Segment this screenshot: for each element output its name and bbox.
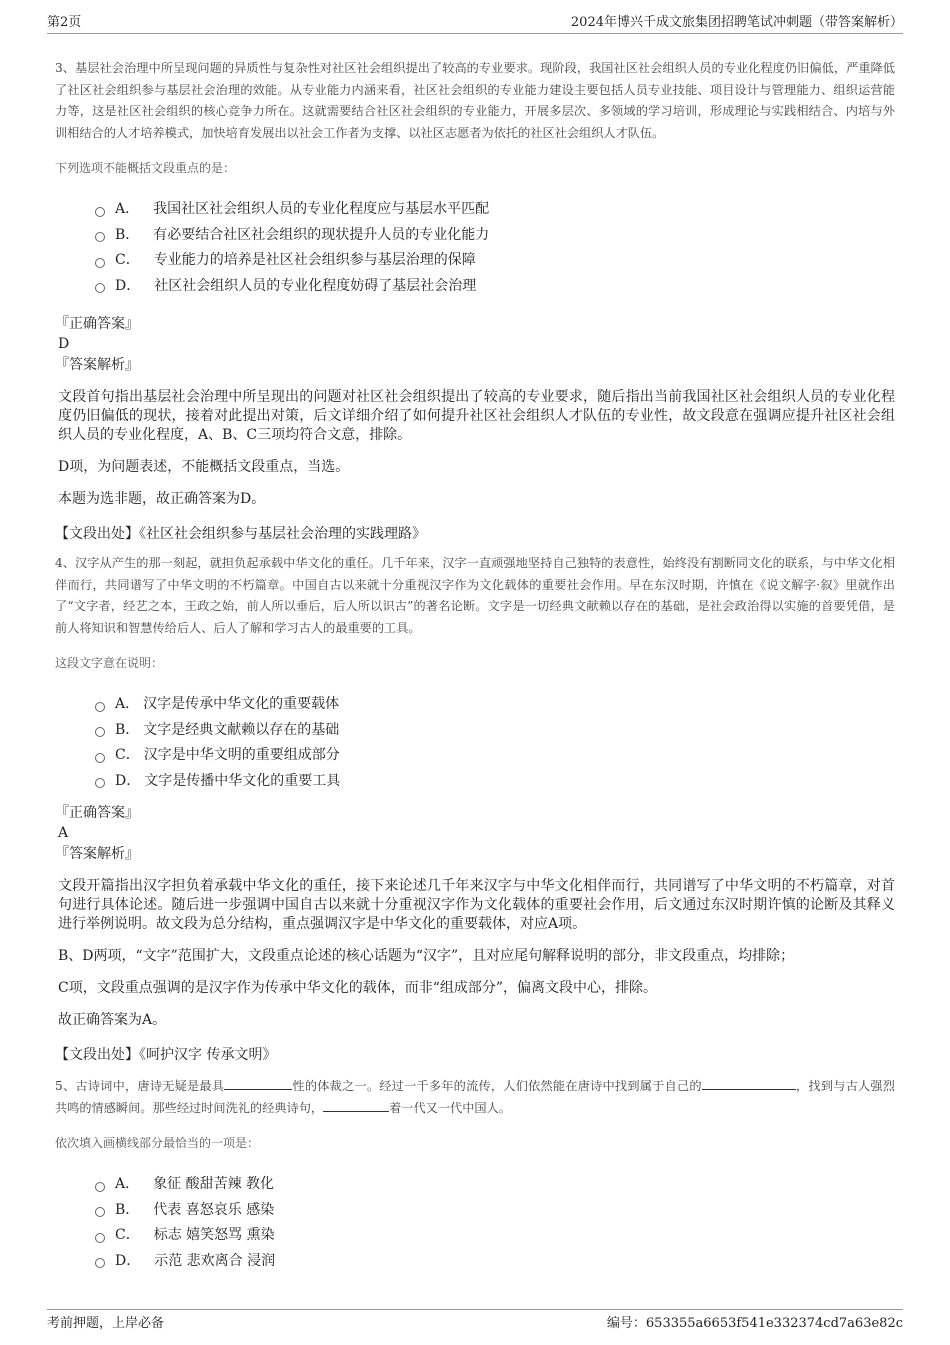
analysis-paragraph: D项，为问题表述，不能概括文段重点，当选。 (58, 459, 350, 475)
option-d[interactable]: D． 社区社会组织人员的专业化程度妨碍了基层社会治理 (95, 274, 895, 300)
question-4-text: 4、汉字从产生的那一刻起，就担负起承载中华文化的重任。几千年来，汉字一直顽强地坚持自己独特的表意性，始终没有割断同文化的联系，与中华文化相伴而行，共同谱写了中华文明的不朽篇章。中国自古以来就十分重视汉字作为文化载体的重要社会作用。早在东汉时期，许慎在《说文解字·叙》里就作出了“文字者，经艺之本，王政之始，前人所以垂后，后人所以识古”的著名论断。文字是一切经典文献赖以存在的基础，是社会政治得以实施的首要凭借，是前人将知识和智慧传给后人、后人了解和学习古人的最重要的工具。 (55, 556, 895, 635)
radio-icon[interactable] (95, 1258, 105, 1268)
option-b[interactable]: B． 有必要结合社区社会组织的现状提升人员的专业化能力 (95, 223, 895, 249)
fill-blank-3 (323, 1099, 389, 1112)
question-4-options (95, 692, 895, 794)
fill-blank-1 (224, 1077, 292, 1090)
radio-icon[interactable] (95, 258, 105, 268)
correct-answer-value: D (58, 336, 70, 352)
page-footer (47, 1309, 903, 1332)
question-3-text: 3、基层社会治理中所呈现问题的异质性与复杂性对社区社会组织提出了较高的专业要求。现阶段，我国社区社会组织人员的专业化程度仍旧偏低，严重降低了社区社会组织参与基层社会治理的效能。从专业能力内涵来看，社区社会组织的专业能力建设主要包括人员专业技能、项目设计与管理能力、组织运营能力等，这是社区社会组织的核心竞争力所在。这就需要结合社区社会组织的专业能力，开展多层次、多领域的学习培训，形成理论与实践相结合、内培与外训相结合的人才培养模式，加快培育发展出以社会工作者为支撑、以社区志愿者为依托的社区社会组织人才队伍。 (55, 61, 895, 140)
page-header (47, 8, 903, 34)
correct-answer-label: 『正确答案』 (55, 805, 139, 821)
analysis-paragraph: 本题为选非题，故正确答案为D。 (58, 491, 266, 507)
page-number: 第2页 (47, 15, 82, 30)
answer-analysis-label: 『答案解析』 (55, 846, 139, 862)
question-5 (55, 1076, 895, 1274)
option-d[interactable]: D． 示范 悲欢离合 浸润 (95, 1249, 895, 1275)
answer-analysis-label: 『答案解析』 (55, 357, 139, 373)
radio-icon[interactable] (95, 778, 105, 788)
option-a[interactable]: A． 我国社区社会组织人员的专业化程度应与基层水平匹配 (95, 197, 895, 223)
option-b[interactable]: B． 代表 喜怒哀乐 感染 (95, 1198, 895, 1224)
correct-answer-value: A (58, 825, 69, 841)
radio-icon[interactable] (95, 1207, 105, 1217)
radio-icon[interactable] (95, 207, 105, 217)
text-source: 【文段出处】《社区社会组织参与基层社会治理的实践理路》 (55, 526, 426, 542)
analysis-paragraph: B、D两项，“文字”范围扩大，文段重点论述的核心话题为“汉字”，且对应尾句解释说明的部分，非文段重点，均排除； (58, 948, 795, 964)
correct-answer-label: 『正确答案』 (55, 316, 139, 332)
radio-icon[interactable] (95, 702, 105, 712)
question-3-options (95, 197, 895, 299)
option-c[interactable]: C． 汉字是中华文明的重要组成部分 (95, 743, 895, 769)
fill-blank-2 (702, 1077, 796, 1090)
analysis-paragraph: 文段首句指出基层社会治理中所呈现出的问题对社区社会组织提出了较高的专业要求，随后指出当前我国社区社会组织人员的专业化程度仍旧偏低的现状，接着对此提出对策，后文详细介绍了如何提升社区社会组织人才队伍的专业性，故文段意在强调应提升社区社会组织人员的专业化程度，A、B、C三项均符合文意，排除。 (58, 389, 895, 443)
option-a[interactable]: A． 汉字是传承中华文化的重要载体 (95, 692, 895, 718)
radio-icon[interactable] (95, 1182, 105, 1192)
option-c[interactable]: C． 专业能力的培养是社区社会组织参与基层治理的保障 (95, 248, 895, 274)
radio-icon[interactable] (95, 283, 105, 293)
option-c[interactable]: C． 标志 嬉笑怒骂 熏染 (95, 1223, 895, 1249)
radio-icon[interactable] (95, 232, 105, 242)
radio-icon[interactable] (95, 753, 105, 763)
question-4 (55, 553, 895, 1064)
radio-icon[interactable] (95, 727, 105, 737)
question-5-options (95, 1172, 895, 1274)
main-content (55, 58, 895, 1274)
analysis-paragraph: 文段开篇指出汉字担负着承载中华文化的重任，接下来论述几千年来汉字与中华文化相伴而行，共同谱写了中华文明的不朽篇章，对首句进行具体论述。随后进一步强调中国自古以来就十分重视汉字作为文化载体的重要社会作用，后文通过东汉时期许慎的论断及其释义进行举例说明。故文段为总分结构，重点强调汉字是中华文化的重要载体，对应A项。 (58, 878, 895, 932)
analysis-paragraph: C项，文段重点强调的是汉字作为传承中华文化的载体，而非“组成部分”，偏离文段中心，排除。 (58, 980, 658, 996)
question-3 (55, 58, 895, 543)
text-source: 【文段出处】《呵护汉字 传承文明》 (55, 1047, 277, 1063)
option-a[interactable]: A． 象征 酸甜苦辣 教化 (95, 1172, 895, 1198)
question-5-text: 5、古诗词中，唐诗无疑是最具 性的体裁之一。经过一千多年的流传，人们依然能在唐诗中找到属于自己的 ，找到与古人强烈共鸣的情感瞬间。那些经过时间洗礼的经典诗句， 着一代又一代中国人。 (55, 1079, 895, 1115)
question-4-prompt: 这段文字意在说明： (55, 656, 164, 670)
question-5-prompt: 依次填入画横线部分最恰当的一项是： (55, 1136, 260, 1150)
document-code: 编号：653355a6653f541e332374cd7a63e82c (606, 1315, 903, 1331)
question-3-prompt: 下列选项不能概括文段重点的是： (55, 161, 236, 175)
option-d[interactable]: D． 文字是传播中华文化的重要工具 (95, 769, 895, 795)
footer-slogan: 考前押题，上岸必备 (47, 1315, 165, 1331)
analysis-paragraph: 故正确答案为A。 (58, 1012, 167, 1028)
document-title: 2024年博兴千成文旅集团招聘笔试冲刺题（带答案解析） (570, 15, 903, 30)
radio-icon[interactable] (95, 1233, 105, 1243)
option-b[interactable]: B． 文字是经典文献赖以存在的基础 (95, 718, 895, 744)
